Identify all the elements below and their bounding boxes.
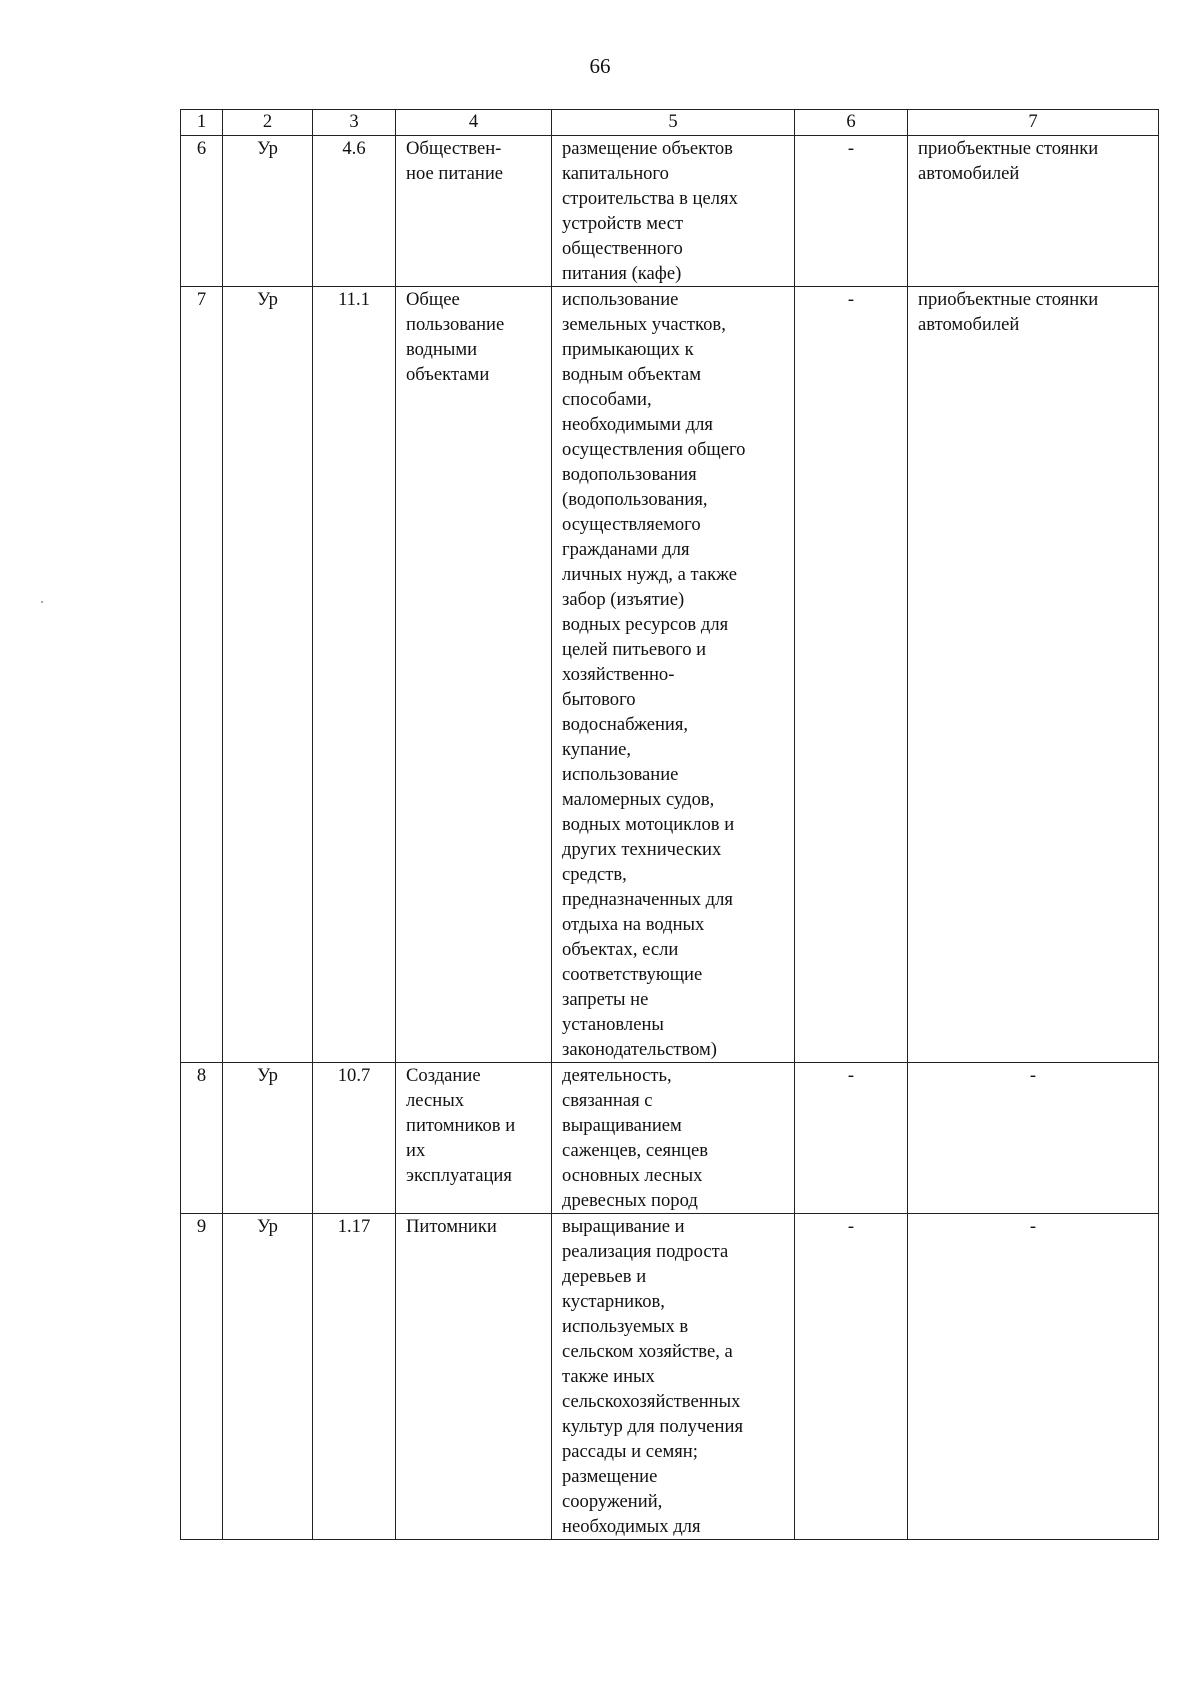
use-description-cell-line: гражданами для (562, 539, 690, 560)
col-header-3: 3 (313, 110, 396, 136)
use-description-cell-line: личных нужд, а также (562, 564, 737, 585)
zoning-table (180, 109, 1159, 1540)
use-description-cell-line: деятельность, (562, 1065, 672, 1086)
use-description-cell (552, 1214, 795, 1540)
use-name-cell-line: питомников и (406, 1115, 516, 1136)
use-code-cell: 10.7 (313, 1063, 396, 1214)
use-description-cell-line: сооружений, (562, 1491, 663, 1512)
use-name-cell-line: водными (406, 339, 478, 360)
column-7-cell-line: автомобилей (918, 163, 1020, 184)
use-name-cell-line: пользование (406, 314, 505, 335)
use-name-cell-line: Обществен- (406, 138, 502, 159)
zone-code-cell: Ур (223, 1214, 313, 1540)
use-name-cell-line: эксплуатация (406, 1165, 512, 1186)
use-name-cell-line: лесных (406, 1090, 464, 1111)
use-name-cell (396, 287, 552, 1063)
table-row (181, 1214, 1159, 1540)
use-description-cell-line: предназначенных для (562, 889, 733, 910)
use-description-cell-line: хозяйственно- (562, 664, 675, 685)
col-header-6: 6 (795, 110, 908, 136)
use-description-cell-line: бытового (562, 689, 636, 710)
zone-code-cell: Ур (223, 1063, 313, 1214)
column-6-cell: - (795, 136, 908, 287)
column-7-cell-line: приобъектные стоянки (918, 138, 1099, 159)
use-description-cell-line: саженцев, сеянцев (562, 1140, 709, 1161)
column-7-cell (908, 1214, 1159, 1540)
column-7-cell-line: приобъектные стоянки (918, 289, 1099, 310)
use-description-cell-line: капитального (562, 163, 669, 184)
use-description-cell (552, 287, 795, 1063)
use-description-cell-line: земельных участков, (562, 314, 726, 335)
page-number: 66 (589, 54, 611, 78)
use-description-cell-line: сельском хозяйстве, а (562, 1341, 733, 1362)
header-row (181, 110, 1159, 136)
row-number-cell: 9 (181, 1214, 223, 1540)
use-description-cell-line: запреты не (562, 989, 649, 1010)
zone-code-cell: Ур (223, 287, 313, 1063)
use-description-cell (552, 1063, 795, 1214)
use-description-cell-line: водных ресурсов для (562, 614, 729, 635)
use-description-cell-line: маломерных судов, (562, 789, 715, 810)
use-description-cell-line: питания (кафе) (562, 263, 682, 284)
use-description-cell-line: выращиванием (562, 1115, 682, 1136)
column-6-cell: - (795, 1063, 908, 1214)
use-name-cell-line: объектами (406, 364, 490, 385)
use-description-cell-line: других технических (562, 839, 722, 860)
use-name-cell (396, 1063, 552, 1214)
use-description-cell-line: кустарников, (562, 1291, 665, 1312)
use-description-cell-line: размещение (562, 1466, 658, 1487)
use-name-cell-line: Общее (406, 289, 460, 310)
use-description-cell (552, 136, 795, 287)
use-code-cell: 11.1 (313, 287, 396, 1063)
use-description-cell-line: средств, (562, 864, 627, 885)
use-description-cell-line: выращивание и (562, 1216, 685, 1237)
use-description-cell-line: отдыха на водных (562, 914, 705, 935)
use-description-cell-line: водопользования (562, 464, 697, 485)
use-description-cell-line: соответствующие (562, 964, 703, 985)
use-description-cell-line: сельскохозяйственных (562, 1391, 741, 1412)
use-description-cell-line: объектах, если (562, 939, 679, 960)
use-description-cell-line: строительства в целях (562, 188, 738, 209)
scan-artifact (41, 601, 43, 603)
use-description-cell-line: необходимыми для (562, 414, 713, 435)
row-number-cell: 6 (181, 136, 223, 287)
use-description-cell-line: купание, (562, 739, 632, 760)
col-header-5: 5 (552, 110, 795, 136)
table-row (181, 136, 1159, 287)
use-code-cell: 1.17 (313, 1214, 396, 1540)
column-7-cell (908, 287, 1159, 1063)
use-description-cell-line: также иных (562, 1366, 655, 1387)
column-7-cell (908, 136, 1159, 287)
use-description-cell-line: целей питьевого и (562, 639, 707, 660)
use-description-cell-line: использование (562, 764, 679, 785)
column-6-cell: - (795, 287, 908, 1063)
use-description-cell-line: культур для получения (562, 1416, 743, 1437)
use-name-cell-line: ное питание (406, 163, 504, 184)
use-description-cell-line: водоснабжения, (562, 714, 689, 735)
use-description-cell-line: общественного (562, 238, 683, 259)
use-description-cell-line: способами, (562, 389, 652, 410)
use-description-cell-line: деревьев и (562, 1266, 647, 1287)
use-description-cell-line: осуществляемого (562, 514, 701, 535)
use-description-cell-line: водных мотоциклов и (562, 814, 735, 835)
use-description-cell-line: забор (изъятие) (562, 589, 685, 610)
use-name-cell-line: их (406, 1140, 426, 1161)
column-7-cell-line: - (1029, 1216, 1037, 1237)
col-header-7: 7 (908, 110, 1159, 136)
use-description-cell-line: установлены (562, 1014, 664, 1035)
col-header-2: 2 (223, 110, 313, 136)
column-7-cell (908, 1063, 1159, 1214)
use-description-cell-line: используемых в (562, 1316, 689, 1337)
use-description-cell-line: водным объектам (562, 364, 702, 385)
use-description-cell-line: необходимых для (562, 1516, 701, 1537)
use-description-cell-line: устройств мест (562, 213, 684, 234)
col-header-4: 4 (396, 110, 552, 136)
use-code-cell: 4.6 (313, 136, 396, 287)
col-header-1: 1 (181, 110, 223, 136)
row-number-cell: 8 (181, 1063, 223, 1214)
use-name-cell-line: Создание (406, 1065, 481, 1086)
use-description-cell-line: реализация подроста (562, 1241, 729, 1262)
use-description-cell-line: использование (562, 289, 679, 310)
zone-code-cell: Ур (223, 136, 313, 287)
use-description-cell-line: законодательством) (562, 1039, 717, 1060)
use-description-cell-line: основных лесных (562, 1165, 703, 1186)
table-row (181, 1063, 1159, 1214)
use-description-cell-line: рассады и семян; (562, 1441, 698, 1462)
use-description-cell-line: древесных пород (562, 1190, 698, 1211)
use-description-cell-line: осуществления общего (562, 439, 746, 460)
row-number-cell: 7 (181, 287, 223, 1063)
column-7-cell-line: автомобилей (918, 314, 1020, 335)
column-7-cell-line: - (1029, 1065, 1037, 1086)
use-name-cell (396, 1214, 552, 1540)
table-row (181, 287, 1159, 1063)
use-description-cell-line: связанная с (562, 1090, 653, 1111)
use-description-cell-line: (водопользования, (562, 489, 708, 510)
column-6-cell: - (795, 1214, 908, 1540)
use-description-cell-line: размещение объектов (562, 138, 733, 159)
use-name-cell (396, 136, 552, 287)
use-description-cell-line: примыкающих к (562, 339, 694, 360)
use-name-cell-line: Питомники (406, 1216, 497, 1237)
